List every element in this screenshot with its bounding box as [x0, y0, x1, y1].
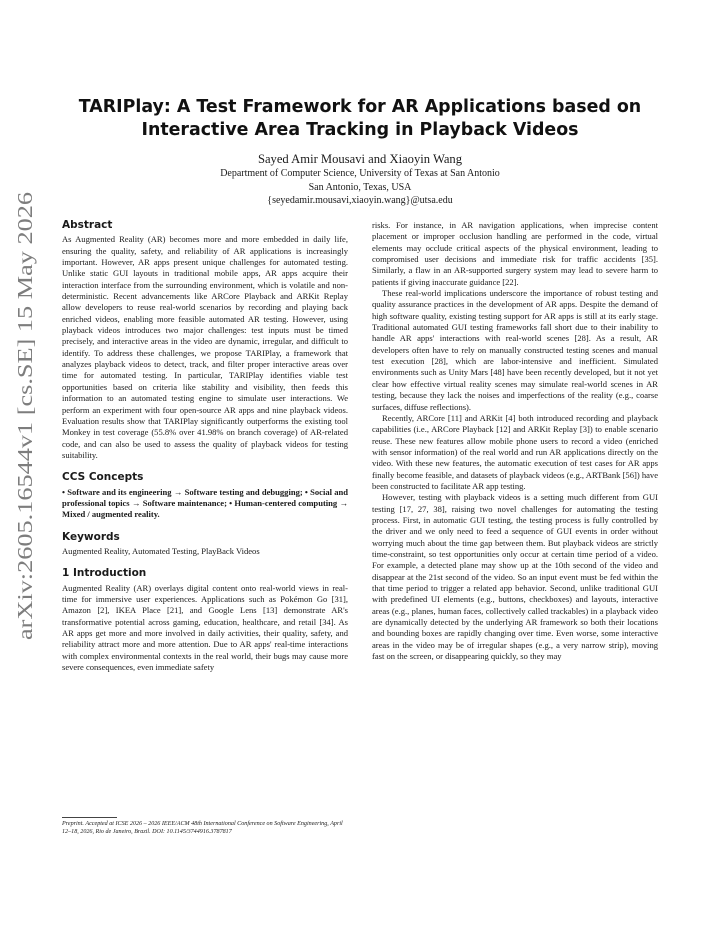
affiliation-city: San Antonio, Texas, USA	[308, 181, 412, 193]
right-paragraph-1: risks. For instance, in AR navigation applications, when imprecise content placement or improper occlusion handling are performed in the code, virtual elements may occlude critical aspects of the physical environment, leading to compromised user decisions and immediate risk for traffic accidents [35]. Similarly, a flaw in an AR-supported surgery system may lead to severe harm to patients if giving inaccurate guidance [22].	[372, 220, 658, 287]
keywords-heading: Keywords	[62, 530, 120, 543]
ccs-heading: CCS Concepts	[62, 471, 144, 484]
introduction-paragraph-1: Augmented Reality (AR) overlays digital content onto real-world views in real-time for immersive user experiences. Applications such as Pokémon Go [31], Amazon [2], IKEA Place [21], and Google Lens [13] demonstrate AR's transformative potential across gaming, education, healthcare, and retail [34]. As AR apps get more and more involved in daily activities, their quality, safety, and reliability attract more and more attention. Due to AR apps' real-time interactions with complex environmental contexts in the real world, their bugs may cause more severe consequences, even immediate safety	[62, 582, 348, 673]
keywords-text: Augmented Reality, Automated Testing, PlayBack Videos	[62, 545, 260, 556]
introduction-heading: 1 Introduction	[62, 567, 147, 580]
affiliation-department: Department of Computer Science, University of Texas at San Antonio	[220, 168, 500, 179]
title-line-2: Interactive Area Tracking in Playback Videos	[141, 120, 579, 140]
right-column	[372, 220, 658, 662]
preprint-footnote: Preprint. Accepted at ICSE 2026 – 2026 IEEE/ACM 48th International Conference on Software Engineering, April 12–18, 2026, Rio de Janeiro, Brazil. DOI: 10.1145/3744916.3787817	[62, 821, 343, 836]
title-line-1: TARIPlay: A Test Framework for AR Applications based on	[78, 97, 642, 117]
arxiv-identifier: arXiv:2605.16544v1 [cs.SE] 15 May 2026	[13, 281, 37, 640]
affiliation	[62, 167, 658, 208]
authors: Sayed Amir Mousavi and Xiaoyin Wang	[257, 152, 463, 166]
abstract-text: As Augmented Reality (AR) becomes more and more embedded in daily life, ensuring the quality, safety, and reliability of AR applications is increasingly important. However, AR apps present unique challenges for automated testing. Unlike static GUI layouts in traditional mobile apps, AR apps acquire their interaction interface from the surrounding environment, which is volatile and non-deterministic. Recent advancements like ARCore Playback and ARKit Replay allow developers to reuse real-world scenarios by recording and playing back enriched videos, enabling more feasible automated AR testing. However, using playback videos introduces two major challenges: test inputs must be timed precisely, and interactive areas in the video are dynamic, irregular, and difficult to identify. To address these challenges, we propose TARIPlay, a framework that analyzes playback videos to detect, track, and filter proper interactive areas over time for automated testing. In particular, TARIPlay identifies viable test opportunities based on criteria like stability and visibility, then feeds this information to an automated testing engine to simulate user interactions. We perform an experiment with four open-source AR apps and nine playback videos. Evaluation results show that TARIPlay significantly outperforms the existing tool Monkey in test coverage (55.8% over 41.98% on branch coverage) of AR-related code, and can also be used to assess the quality of playback videos for testing suitability.	[62, 234, 348, 460]
footnote-rule	[62, 817, 117, 818]
right-paragraph-2: These real-world implications underscore the importance of robust testing and quality assurance practices in the development of AR apps. Despite the demand of high software quality, existing testing support for AR apps is still at its early stage. Traditional automated GUI testing frameworks fall short due to their inability to handle AR apps' interactions with real-world scenes [28]. As a result, AR developers often have to rely on manually constructed testing scenes and manual test execution [28], which are labor-intensive and inefficient. Simulated environments such as Unity Mars [48] have been recently developed, but it not yet clear how effective virtual reality scenes may simulate real-world scenes in AR testing, because they lack the noises and imperfections of the reality (e.g., coarse surfaces, diffuse reflections).	[372, 288, 658, 412]
paper-title	[62, 96, 658, 142]
abstract-heading: Abstract	[62, 219, 113, 231]
affiliation-email: {seyedamir.mousavi,xiaoyin.wang}@utsa.edu	[267, 195, 453, 207]
left-column	[62, 220, 348, 673]
right-paragraph-3: Recently, ARCore [11] and ARKit [4] both introduced recording and playback capabilities (i.e., ARCore Playback [12] and ARKit Replay [3]) to enable scenario reuse. These new features allow mobile phone users to record a video (enriched with sensor information) of the real world and run AR applications directly on the video. With these new features, the automatic execution of test cases for AR apps finally become feasible, and datasets of playback videos (e.g., ARTBank [56]) have been constructed to facilitate AR app testing.	[372, 412, 658, 491]
ccs-concepts-text: • Software and its engineering → Software testing and debugging; • Social and professional topics → Software maintenance; • Human-centered computing → Mixed / augmented reality.	[62, 486, 348, 520]
arxiv-side-stamp	[2, 190, 46, 640]
right-paragraph-4: However, testing with playback videos is a setting much different from GUI testing [17, 27, 38], raising two novel challenges for automating the testing process. First, in automatic GUI testing, the testing process is fully controlled by the driver and we only need to feed a sequence of GUI events in order without worrying much about the time gap between them. But playback videos are strictly time-constraint, so test opportunities only occur at certain time period of a video. For example, a detected plane may show up at the 10th second of the video and disappear at the 21st second of the video. So an input event must be fed within the that time period to trigger a related app behavior. Second, unlike traditional GUI with predefined UI elements (e.g., buttons, checkboxes) and layouts, interactive areas (e.g., planes, human faces, collectively called trackables) in a playback video are dynamically detected by the underlying AR framework so both their locations and bounding boxes are rapidly changing over time. Even worse, some interactive areas in the video may be of irregular shapes (e.g., a very narrow strip), moving fast on the screen, or disappearing quickly, so they may	[372, 492, 658, 662]
